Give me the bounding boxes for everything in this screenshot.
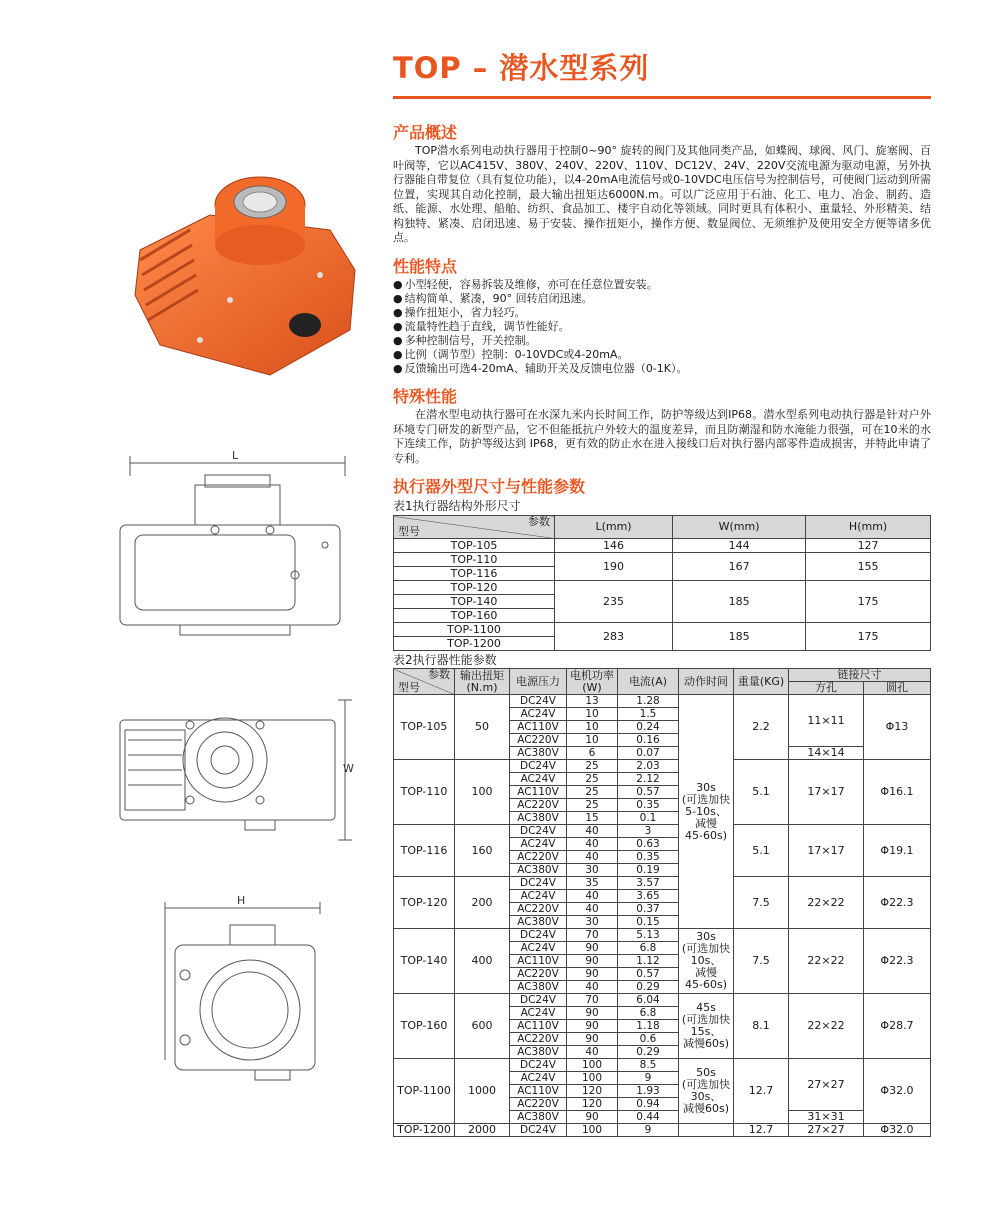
feature-item: ● 操作扭矩小，省力轻巧。: [393, 306, 931, 320]
table-cell: 190: [555, 553, 673, 581]
table-row: [394, 929, 931, 942]
table-cell: 40: [567, 851, 618, 864]
title-rule: [393, 96, 931, 99]
table-cell: AC380V: [510, 747, 567, 760]
table-cell: 5.13: [618, 929, 679, 942]
table-cell: 15: [567, 812, 618, 825]
table-cell: 283: [555, 623, 673, 651]
column-header: 圆孔: [863, 682, 930, 695]
performance-table: [393, 668, 931, 1137]
column-header: 方孔: [789, 682, 864, 695]
table-row: [394, 553, 931, 567]
table-cell: AC110V: [510, 1020, 567, 1033]
feature-item: ● 结构简单、紧凑，90° 回转启闭迅速。: [393, 292, 931, 306]
table-cell: 0.94: [618, 1098, 679, 1111]
table-cell: 0.35: [618, 799, 679, 812]
table-cell: 10: [567, 721, 618, 734]
model-cell: TOP-110: [394, 760, 455, 825]
table-cell: 27×27: [789, 1059, 864, 1111]
table-cell: 235: [555, 581, 673, 623]
table-cell: 8.1: [734, 994, 789, 1059]
table-cell: 25: [567, 773, 618, 786]
table-cell: DC24V: [510, 825, 567, 838]
table-cell: 3.65: [618, 890, 679, 903]
column-header: 电流(A): [618, 669, 679, 695]
table-cell: 30: [567, 864, 618, 877]
table-cell: 0.44: [618, 1111, 679, 1124]
table-cell: 146: [555, 539, 673, 553]
table-cell: 25: [567, 786, 618, 799]
feature-item: ● 反馈输出可选4-20mA、辅助开关及反馈电位器（0-1K）。: [393, 362, 931, 376]
table-cell: 200: [455, 877, 510, 929]
table-row: [394, 695, 931, 708]
model-cell: TOP-1100: [394, 623, 555, 637]
table-cell: 1.5: [618, 708, 679, 721]
column-header: 重量(KG): [734, 669, 789, 695]
page-title: TOP – 潜水型系列: [393, 51, 650, 85]
features-heading: 性能特点: [393, 257, 458, 276]
table-header-row: [394, 669, 931, 682]
model-cell: TOP-116: [394, 567, 555, 581]
table-cell: 7.5: [734, 929, 789, 994]
table-cell: 175: [806, 581, 931, 623]
table-cell: Φ16.1: [863, 760, 930, 825]
table-cell: 90: [567, 942, 618, 955]
table-cell: 10: [567, 708, 618, 721]
model-cell: TOP-105: [394, 539, 555, 553]
table-cell: AC24V: [510, 942, 567, 955]
table-cell: DC24V: [510, 929, 567, 942]
table-cell: 5.1: [734, 825, 789, 877]
time-cell: [679, 1124, 734, 1137]
table-cell: 10: [567, 734, 618, 747]
table-cell: 50: [455, 695, 510, 760]
special-text: 在潜水型电动执行器可在水深九米内长时间工作，防护等级达到IP68。潜水型系列电动执行器是针对户外环境专门研发的新型产品，它不但能抵抗户外较大的温度差异，而且防潮湿和防水淹能力很强，可在10米的水下连续工作，防护等级达到 IP68，更有效的防止水在进入接线口后对执行器内部零件造成损害，并特此申请了专利。: [393, 408, 931, 465]
features-list: [393, 278, 931, 376]
model-cell: TOP-116: [394, 825, 455, 877]
model-cell: TOP-160: [394, 609, 555, 623]
table-cell: 6: [567, 747, 618, 760]
table-row: [394, 539, 931, 553]
table-cell: 1.12: [618, 955, 679, 968]
table-row: [394, 825, 931, 838]
table-cell: 90: [567, 955, 618, 968]
table-cell: 155: [806, 553, 931, 581]
table-header-row: [394, 516, 931, 539]
table-cell: AC110V: [510, 721, 567, 734]
column-header: 链接尺寸: [789, 669, 931, 682]
table-cell: Φ22.3: [863, 929, 930, 994]
table-cell: 0.1: [618, 812, 679, 825]
table-cell: 22×22: [789, 994, 864, 1059]
table-cell: 17×17: [789, 825, 864, 877]
table-cell: 40: [567, 838, 618, 851]
table-cell: AC220V: [510, 1033, 567, 1046]
table-cell: AC220V: [510, 851, 567, 864]
model-cell: TOP-120: [394, 877, 455, 929]
table-cell: 9: [618, 1124, 679, 1137]
table-cell: 167: [673, 553, 806, 581]
table-cell: 40: [567, 981, 618, 994]
table-cell: 90: [567, 968, 618, 981]
table-cell: 9: [618, 1072, 679, 1085]
table-cell: 0.35: [618, 851, 679, 864]
column-header: L(mm): [555, 516, 673, 539]
model-cell: TOP-140: [394, 929, 455, 994]
table-cell: AC380V: [510, 864, 567, 877]
table-cell: AC220V: [510, 1098, 567, 1111]
table-cell: Φ32.0: [863, 1059, 930, 1124]
table-cell: AC110V: [510, 955, 567, 968]
dimension-table: [393, 515, 931, 651]
feature-item: ● 多种控制信号，开关控制。: [393, 334, 931, 348]
column-header: 电机功率 (W): [567, 669, 618, 695]
table-cell: Φ28.7: [863, 994, 930, 1059]
table-cell: AC24V: [510, 1007, 567, 1020]
table-cell: 120: [567, 1098, 618, 1111]
table-cell: 3: [618, 825, 679, 838]
table-cell: 1000: [455, 1059, 510, 1124]
table-cell: AC24V: [510, 773, 567, 786]
table-cell: 22×22: [789, 929, 864, 994]
table-cell: 3.57: [618, 877, 679, 890]
column-header: 动作时间: [679, 669, 734, 695]
table-row: [394, 1124, 931, 1137]
table-cell: 1.93: [618, 1085, 679, 1098]
table-cell: 0.6: [618, 1033, 679, 1046]
table-cell: 100: [567, 1124, 618, 1137]
table-cell: 1.28: [618, 695, 679, 708]
corner-param-label: 参数: [528, 515, 550, 528]
table-cell: AC220V: [510, 968, 567, 981]
table-cell: 0.07: [618, 747, 679, 760]
time-cell: 30s (可选加快 5-10s、 减慢 45-60s): [679, 695, 734, 929]
table-cell: 100: [455, 760, 510, 825]
table-cell: 0.37: [618, 903, 679, 916]
table-cell: 5.1: [734, 760, 789, 825]
table-cell: DC24V: [510, 695, 567, 708]
overview-text: TOP潜水系列电动执行器用于控制0~90° 旋转的阀门及其他同类产品，如蝶阀、球阀、风门、旋塞阀、百叶阀等，它以AC415V、380V、240V、220V、110V、DC12V、24V、220V交流电源为驱动电源，另外执行器能自带复位（具有复位功能），以4-20mA电流信号或0-10VDC电压信号为控制信号，可使阀门运动到所需位置，实现其自动化控制，最大输出扭矩达6000N.m。可以广泛应用于石油、化工、电力、冶金、制药、造纸、能源、水处理、船舶、纺织、食品加工、楼宇自动化等领域。同时更具有体积小、重量轻、外形精美、结构独特、紧凑、启闭迅速、易于安装、操作扭矩小，操作方便、数显阀位、无须维护及使用安全方便等诸多优点。: [393, 144, 931, 244]
table-cell: DC24V: [510, 877, 567, 890]
table-cell: AC220V: [510, 903, 567, 916]
column-header: W(mm): [673, 516, 806, 539]
table-cell: 40: [567, 1046, 618, 1059]
table-cell: 7.5: [734, 877, 789, 929]
table-row: [394, 581, 931, 595]
table-cell: 40: [567, 890, 618, 903]
table-cell: 0.57: [618, 786, 679, 799]
table-cell: 400: [455, 929, 510, 994]
table-cell: 0.16: [618, 734, 679, 747]
corner-param-label: 参数: [428, 668, 450, 681]
table-cell: Φ32.0: [863, 1124, 930, 1137]
table-cell: 100: [567, 1059, 618, 1072]
table-cell: AC380V: [510, 1111, 567, 1124]
table-cell: AC380V: [510, 916, 567, 929]
table-cell: 30: [567, 916, 618, 929]
table2-caption: 表2执行器性能参数: [393, 653, 497, 667]
table-cell: AC110V: [510, 1085, 567, 1098]
corner-model-label: 型号: [398, 525, 420, 538]
table-cell: 13: [567, 695, 618, 708]
table-cell: 90: [567, 1020, 618, 1033]
table-cell: 17×17: [789, 760, 864, 825]
table-cell: 0.19: [618, 864, 679, 877]
table-cell: 25: [567, 799, 618, 812]
column-header: H(mm): [806, 516, 931, 539]
table-cell: 70: [567, 929, 618, 942]
table-cell: Φ19.1: [863, 825, 930, 877]
table-cell: 8.5: [618, 1059, 679, 1072]
table-cell: 40: [567, 903, 618, 916]
table-cell: 6.04: [618, 994, 679, 1007]
table-cell: 175: [806, 623, 931, 651]
column-header: 电源压力: [510, 669, 567, 695]
table-cell: Φ13: [863, 695, 930, 760]
table-cell: 31×31: [789, 1111, 864, 1124]
table-cell: 120: [567, 1085, 618, 1098]
table-cell: 90: [567, 1007, 618, 1020]
table-cell: 2000: [455, 1124, 510, 1137]
overview-heading: 产品概述: [393, 123, 458, 142]
table-row: [394, 994, 931, 1007]
time-cell: 30s (可选加快 10s、 减慢 45-60s): [679, 929, 734, 994]
table-cell: 100: [567, 1072, 618, 1085]
model-cell: TOP-1100: [394, 1059, 455, 1124]
dimension-drawings: [0, 0, 380, 1214]
column-header: 输出扭矩 (N.m): [455, 669, 510, 695]
table-cell: 2.12: [618, 773, 679, 786]
table-cell: 12.7: [734, 1124, 789, 1137]
table-row: [394, 623, 931, 637]
model-cell: TOP-105: [394, 695, 455, 760]
table-cell: AC220V: [510, 799, 567, 812]
table-cell: 0.63: [618, 838, 679, 851]
table-row: [394, 877, 931, 890]
corner-header: [394, 516, 555, 539]
table-cell: 25: [567, 760, 618, 773]
table-cell: 70: [567, 994, 618, 1007]
model-cell: TOP-160: [394, 994, 455, 1059]
table-cell: 35: [567, 877, 618, 890]
model-cell: TOP-120: [394, 581, 555, 595]
table-cell: AC24V: [510, 838, 567, 851]
model-cell: TOP-1200: [394, 1124, 455, 1137]
table-cell: Φ22.3: [863, 877, 930, 929]
table-cell: 90: [567, 1111, 618, 1124]
corner-header: [394, 669, 455, 695]
table-cell: AC380V: [510, 1046, 567, 1059]
time-cell: 50s (可选加快 30s、 减慢60s): [679, 1059, 734, 1124]
model-cell: TOP-110: [394, 553, 555, 567]
table-cell: 0.15: [618, 916, 679, 929]
table1-caption: 表1执行器结构外形尺寸: [393, 499, 521, 513]
table-cell: 0.57: [618, 968, 679, 981]
table-cell: AC380V: [510, 812, 567, 825]
time-cell: 45s (可选加快 15s、 减慢60s): [679, 994, 734, 1059]
table-cell: 40: [567, 825, 618, 838]
table-cell: 12.7: [734, 1059, 789, 1124]
table-cell: 600: [455, 994, 510, 1059]
table-cell: DC24V: [510, 994, 567, 1007]
feature-item: ● 小型轻便，容易拆装及维修，亦可在任意位置安装。: [393, 278, 931, 292]
table-cell: 144: [673, 539, 806, 553]
table-cell: AC220V: [510, 734, 567, 747]
table-cell: DC24V: [510, 760, 567, 773]
table-row: [394, 760, 931, 773]
table-row: [394, 1059, 931, 1072]
label-H: H: [237, 894, 246, 907]
table-cell: 0.24: [618, 721, 679, 734]
table-cell: 1.18: [618, 1020, 679, 1033]
table-cell: AC24V: [510, 708, 567, 721]
table-cell: AC24V: [510, 1072, 567, 1085]
table-cell: DC24V: [510, 1124, 567, 1137]
table-cell: 22×22: [789, 877, 864, 929]
table-cell: 185: [673, 623, 806, 651]
table-cell: 160: [455, 825, 510, 877]
table-cell: 6.8: [618, 942, 679, 955]
label-L: L: [232, 449, 239, 462]
model-cell: TOP-1200: [394, 637, 555, 651]
table-cell: AC110V: [510, 786, 567, 799]
label-W: W: [343, 762, 354, 775]
table-cell: 185: [673, 581, 806, 623]
table-cell: 27×27: [789, 1124, 864, 1137]
table-cell: 90: [567, 1033, 618, 1046]
feature-item: ● 流量特性趋于直线，调节性能好。: [393, 320, 931, 334]
feature-item: ● 比例（调节型）控制：0-10VDC或4-20mA。: [393, 348, 931, 362]
table-cell: 2.03: [618, 760, 679, 773]
special-heading: 特殊性能: [393, 387, 458, 406]
table-cell: AC24V: [510, 890, 567, 903]
table-cell: 2.2: [734, 695, 789, 760]
table-cell: DC24V: [510, 1059, 567, 1072]
table-cell: 0.29: [618, 981, 679, 994]
table-cell: 127: [806, 539, 931, 553]
table-cell: AC380V: [510, 981, 567, 994]
table-cell: 14×14: [789, 747, 864, 760]
table-cell: 6.8: [618, 1007, 679, 1020]
table-cell: 0.29: [618, 1046, 679, 1059]
model-cell: TOP-140: [394, 595, 555, 609]
dims-heading: 执行器外型尺寸与性能参数: [393, 477, 586, 496]
table-cell: 11×11: [789, 695, 864, 747]
corner-model-label: 型号: [398, 681, 420, 694]
